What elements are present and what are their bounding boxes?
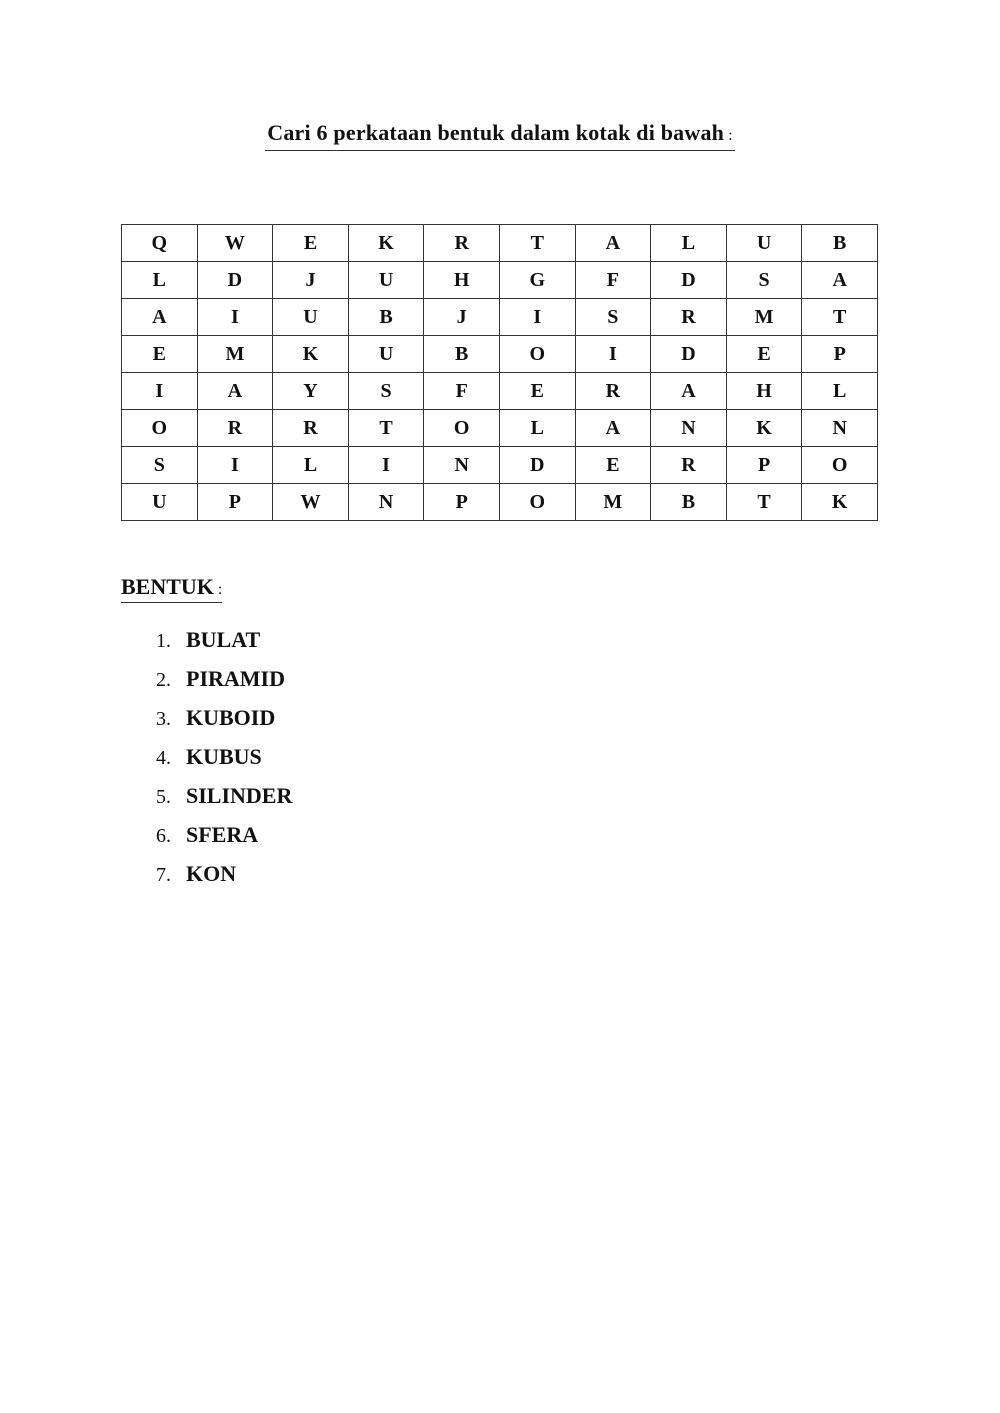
instruction-title [0,120,1000,151]
grid-cell[interactable]: W [197,225,273,262]
grid-cell[interactable]: S [726,262,802,299]
grid-cell[interactable]: B [651,484,727,521]
grid-cell[interactable]: L [802,373,878,410]
shape-list-item [150,622,292,661]
grid-cell[interactable]: E [726,336,802,373]
instruction-colon: : [728,127,733,144]
instruction-text: Cari 6 perkataan bentuk dalam kotak di bawah [267,120,725,145]
grid-cell[interactable]: D [651,336,727,373]
grid-row [122,484,878,521]
grid-cell[interactable]: R [273,410,349,447]
grid-cell[interactable]: R [651,299,727,336]
grid-cell[interactable]: U [122,484,198,521]
word-search-grid-body [122,225,878,521]
grid-cell[interactable]: D [651,262,727,299]
grid-cell[interactable]: A [575,225,651,262]
grid-cell[interactable]: A [122,299,198,336]
grid-cell[interactable]: S [575,299,651,336]
grid-cell[interactable]: O [499,336,575,373]
grid-cell[interactable]: M [726,299,802,336]
shape-list-item [150,739,292,778]
grid-cell[interactable]: W [273,484,349,521]
grid-cell[interactable]: P [802,336,878,373]
shape-list-number: 2. [156,669,171,691]
grid-cell[interactable]: N [802,410,878,447]
grid-cell[interactable]: K [348,225,424,262]
shape-list-number: 4. [156,747,171,769]
grid-cell[interactable]: L [499,410,575,447]
grid-cell[interactable]: U [348,262,424,299]
grid-cell[interactable]: B [348,299,424,336]
grid-cell[interactable]: S [122,447,198,484]
grid-cell[interactable]: R [651,447,727,484]
shape-list-label: SFERA [186,822,259,847]
grid-cell[interactable]: T [726,484,802,521]
grid-cell[interactable]: I [499,299,575,336]
grid-cell[interactable]: I [348,447,424,484]
grid-cell[interactable]: I [575,336,651,373]
grid-cell[interactable]: S [348,373,424,410]
grid-cell[interactable]: Y [273,373,349,410]
shape-list-item [150,778,292,817]
grid-cell[interactable]: M [197,336,273,373]
shape-list-label: KUBUS [186,744,262,769]
grid-cell[interactable]: A [651,373,727,410]
grid-cell[interactable]: P [424,484,500,521]
grid-cell[interactable]: A [802,262,878,299]
grid-cell[interactable]: E [273,225,349,262]
grid-cell[interactable]: L [273,447,349,484]
grid-cell[interactable]: E [499,373,575,410]
grid-cell[interactable]: T [802,299,878,336]
shape-list-number: 1. [156,630,171,652]
grid-cell[interactable]: B [802,225,878,262]
shape-list-number: 6. [156,825,171,847]
grid-cell[interactable]: H [726,373,802,410]
grid-cell[interactable]: D [197,262,273,299]
grid-cell[interactable]: E [122,336,198,373]
grid-cell[interactable]: O [499,484,575,521]
grid-cell[interactable]: I [197,299,273,336]
grid-cell[interactable]: T [348,410,424,447]
grid-cell[interactable]: H [424,262,500,299]
section-heading-colon: : [217,581,223,598]
shape-list-label: KON [186,861,237,886]
shape-list-number: 3. [156,708,171,730]
shape-list-item [150,700,292,739]
grid-row [122,336,878,373]
grid-cell[interactable]: O [802,447,878,484]
grid-cell[interactable]: N [424,447,500,484]
shape-list-number: 7. [156,864,171,886]
shape-word-list [150,622,292,895]
grid-cell[interactable]: O [122,410,198,447]
shape-list-label: KUBOID [186,705,276,730]
shape-list-label: SILINDER [186,783,293,808]
grid-cell[interactable]: R [197,410,273,447]
grid-cell[interactable]: K [726,410,802,447]
grid-cell[interactable]: U [726,225,802,262]
grid-cell[interactable]: T [499,225,575,262]
grid-cell[interactable]: P [726,447,802,484]
grid-row [122,262,878,299]
grid-cell[interactable]: K [802,484,878,521]
section-heading [121,574,222,603]
grid-cell[interactable]: K [273,336,349,373]
grid-cell[interactable]: G [499,262,575,299]
grid-cell[interactable]: N [651,410,727,447]
grid-cell[interactable]: D [499,447,575,484]
section-heading-text: BENTUK [121,574,214,599]
shape-list-item [150,661,292,700]
grid-row [122,373,878,410]
grid-row [122,225,878,262]
grid-cell[interactable]: I [122,373,198,410]
grid-cell[interactable]: A [575,410,651,447]
shape-list-item [150,856,292,895]
shape-list-label: PIRAMID [186,666,285,691]
grid-cell[interactable]: M [575,484,651,521]
grid-cell[interactable]: B [424,336,500,373]
grid-cell[interactable]: E [575,447,651,484]
shape-list-item [150,817,292,856]
shape-list-label: BULAT [186,627,261,652]
shape-list-number: 5. [156,786,171,808]
grid-cell[interactable]: O [424,410,500,447]
grid-cell[interactable]: A [197,373,273,410]
instruction-text-wrapper [265,120,735,151]
grid-row [122,299,878,336]
grid-cell[interactable]: U [273,299,349,336]
grid-row [122,410,878,447]
grid-cell[interactable]: P [197,484,273,521]
grid-cell[interactable]: R [424,225,500,262]
grid-cell[interactable]: R [575,373,651,410]
grid-cell[interactable]: U [348,336,424,373]
grid-cell[interactable]: I [197,447,273,484]
grid-cell[interactable]: J [424,299,500,336]
grid-row [122,447,878,484]
grid-cell[interactable]: Q [122,225,198,262]
grid-cell[interactable]: J [273,262,349,299]
grid-cell[interactable]: L [651,225,727,262]
grid-cell[interactable]: N [348,484,424,521]
grid-cell[interactable]: F [424,373,500,410]
grid-cell[interactable]: F [575,262,651,299]
word-search-grid [121,224,878,521]
grid-cell[interactable]: L [122,262,198,299]
